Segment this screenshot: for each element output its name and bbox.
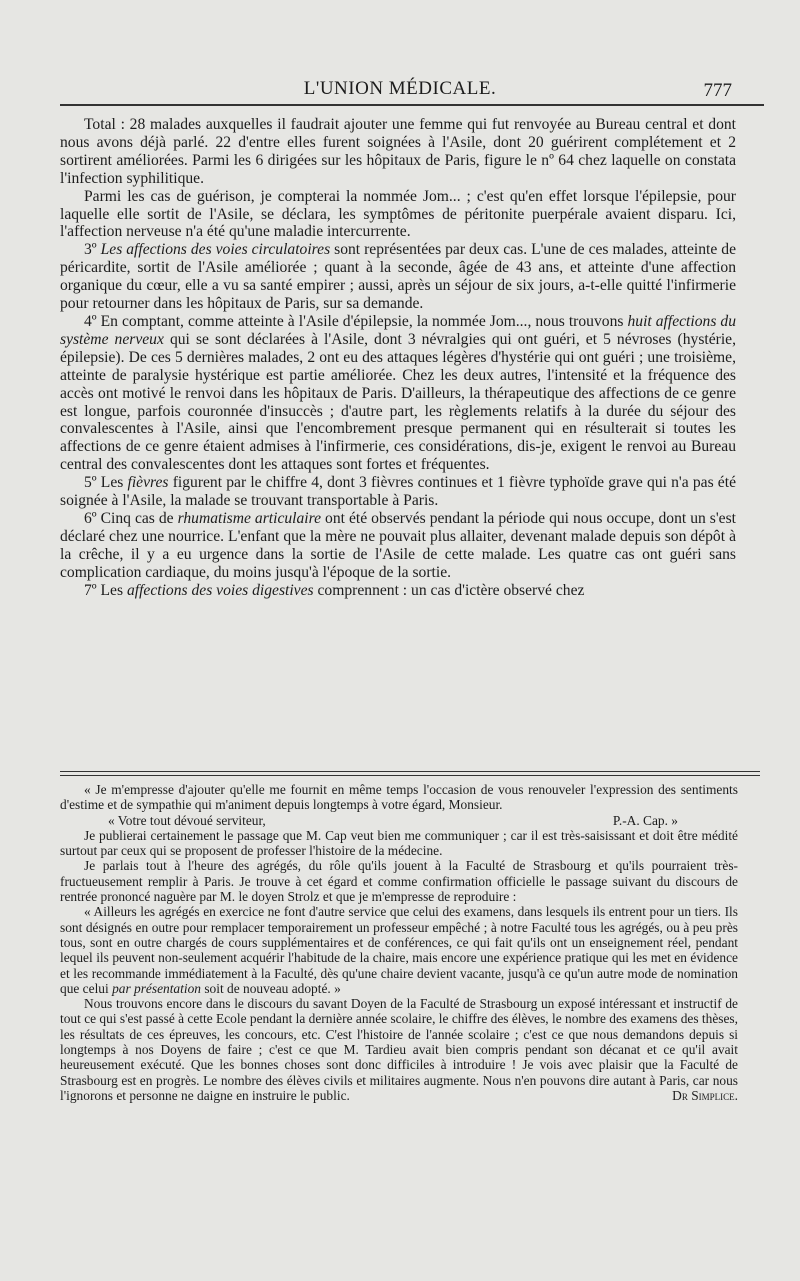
feuilleton-text	[60, 782, 738, 1103]
italic-text: Les affections des voies circulatoires	[100, 241, 331, 259]
paragraph-agreges: Je parlais tout à l'heure des agrégés, du rôle qu'ils jouent à la Faculté de Strasbourg et qu'ils pourraient très-fructueusement remplir à Paris. Je trouve à cet égard et comme confirmation officielle le passage suivant du discours de rentrée prononcé naguère par M. le doyen Strolz et que je m'empresse de reproduire :	[60, 858, 738, 905]
italic-text: par présentation	[112, 980, 201, 996]
paragraph-total: Total : 28 malades auxquelles il faudrait ajouter une femme qui fut renvoyée au Bureau central et dont nous avons déjà parlé. 22 d'entre elles furent soignées à l'Asile, dont 20 guérirent complétement et 2 sortirent améliorées. Parmi les 6 dirigées sur les hôpitaux de Paris, figure le nº 64 chez laquelle on constata l'infection syphilitique.	[60, 116, 736, 187]
text: 5º Les	[84, 474, 128, 492]
main-text	[60, 116, 736, 599]
journal-title: L'UNION MÉDICALE.	[303, 78, 497, 99]
text: 4º En comptant, comme atteinte à l'Asile d'épilepsie, la nommée Jom..., nous trouvons	[84, 312, 628, 330]
page-number: 777	[703, 80, 732, 101]
header-rule	[60, 104, 764, 106]
paragraph-publication: Je publierai certainement le passage que M. Cap veut bien me communiquer ; car il est très-saisissant et doit être médité surtout par ceux qui se proposent de professer l'histoire de la médecine.	[60, 827, 738, 859]
text: 7º Les	[84, 581, 127, 599]
section-divider	[60, 771, 760, 776]
paragraph-doyen	[60, 996, 738, 1103]
paragraph-rhumatisme	[60, 510, 736, 582]
paragraph-digestives	[60, 582, 736, 600]
text: comprennent : un cas d'ictère observé chez	[313, 581, 585, 599]
paragraph-fievres	[60, 474, 736, 510]
signature-simplice: Dr Simplice.	[672, 1087, 738, 1103]
quote-strolz	[60, 904, 738, 996]
paragraph-circulatoires	[60, 241, 736, 313]
text: qui se sont déclarées à l'Asile, dont 3 névralgies qui ont guéri, et 5 névroses (hystérie, épilepsie). De ces 5 dernières malades, 2 ont eu des attaques légères d'hystérie qui ont guéri ; une troisième, atteinte de paralysie hystérique est partie améliorée. Chez les deux autres, l'intensité et la fréquence des accès ont motivé le renvoi dans les hôpitaux de Paris. D'ailleurs, la thérapeutique des affections de ce genre est longue, parfois couronnée d'insuccès ; d'autre part, les règlements relatifs à la durée du séjour des convalescentes à l'Asile, ainsi que l'encombrement presque permanent qui en résulterait si toutes les affections de ce genre étaient admises à l'infirmerie, ces considérations, dis-je, exigent le renvoi au Bureau central des convalescentes dont les attaques sont fortes et fréquentes.	[60, 330, 736, 474]
italic-text: huit affections du système nerveux	[60, 312, 736, 348]
letter-closing: « Je m'empresse d'ajouter qu'elle me fournit en même temps l'occasion de vous renouveler l'expression des sentiments d'estime et de sympathie qui m'animent depuis longtemps à votre égard, Monsieur.	[60, 782, 738, 813]
text: Nous trouvons encore dans le discours du savant Doyen de la Faculté de Strasbourg un exposé intéressant et instructif de tout ce qui s'est passé à cette Ecole pendant la dernière année scolaire, le chiffre des élèves, le nombre des examens des thèses, les résultats de ces épreuves, les concours, etc. C'est l'histoire de l'année scolaire ; c'est ce que nous demandons depuis si longtemps à nos Doyens de faire ; c'est ce que M. Tardieu avait bien compris pendant son décanat et ce qu'il avait heureusement exécuté. Que les bonnes choses sont donc difficiles à introduire ! Je vois avec plaisir que la Faculté de Strasbourg est en progrès. Le nombre des élèves civils et militaires augmente. Nous n'en pouvons dire autant à Paris, car nous l'ignorons et personne ne daigne en instruire le public.	[60, 996, 738, 1103]
text: figurent par le chiffre 4, dont 3 fièvres continues et 1 fièvre typhoïde grave qui n'a pas été soignée à l'Asile, la malade se trouvant transportable à Paris.	[60, 474, 736, 510]
page-header	[60, 74, 740, 104]
text: 6º Cinq cas de	[84, 509, 178, 527]
letter-signature	[60, 813, 738, 828]
paragraph-guerison: Parmi les cas de guérison, je compterai la nommée Jom... ; c'est qu'en effet lorsque l'épilepsie, pour laquelle elle sortit de l'Asile, se déclara, les symptômes de péritonite puerpérale avaient disparu. Ici, l'affection nerveuse n'a été qu'une maladie intercurrente.	[60, 187, 736, 241]
signature-cap: P.-A. Cap. »	[612, 812, 678, 828]
text: ont été observés pendant la période qui nous occupe, dont un s'est déclaré chez une nourrice. L'enfant que la mère ne pouvait plus allaiter, devenant malade depuis son dépôt à la crêche, il y a eu urgence dans la sortie de l'Asile de cette malade. Les quatre cas ont guéri sans complication cardiaque, du moins jusqu'à l'époque de la sortie.	[60, 509, 737, 581]
text: sont représentées par deux cas. L'une de ces malades, atteinte de péricardite, sortit de l'Asile améliorée ; quant à la seconde, âgée de 43 ans, et atteinte d'une affection organique du cœur, elle a vu sa santé empirer ; aussi, après un séjour de six jours, a-t-elle quitté l'infirmerie pour retourner dans les hôpitaux de Paris, sur sa demande.	[60, 241, 737, 313]
closing-formula: « Votre tout dévoué serviteur,	[108, 812, 266, 828]
text: 3º	[84, 241, 101, 259]
italic-text: fièvres	[127, 474, 169, 492]
text: soit de nouveau adopté. »	[200, 980, 341, 996]
italic-text: affections des voies digestives	[126, 581, 314, 599]
paragraph-nerveux	[60, 313, 736, 474]
text: « Ailleurs les agrégés en exercice ne font d'autre service que celui des examens, dans lesquels ils entrent pour un tiers. Ils sont désignés en outre pour remplacer temporairement un professeur empêché ; à notre Faculté tous les agrégés, ou à peu près tous, sont en outre chargés de cours supplémentaires et de conférences, ce qui fait qu'ils ont un enseignement réel, pendant lequel ils peuvent non-seulement acquérir l'habitude de la chaire, mais encore une expérience pratique qui les met en évidence et les recommande immédiatement à la Faculté, dès qu'une chaire devient vacante, jusqu'à ce qu'un autre mode de nomination que celui	[60, 904, 738, 996]
italic-text: rhumatisme articulaire	[177, 509, 322, 527]
